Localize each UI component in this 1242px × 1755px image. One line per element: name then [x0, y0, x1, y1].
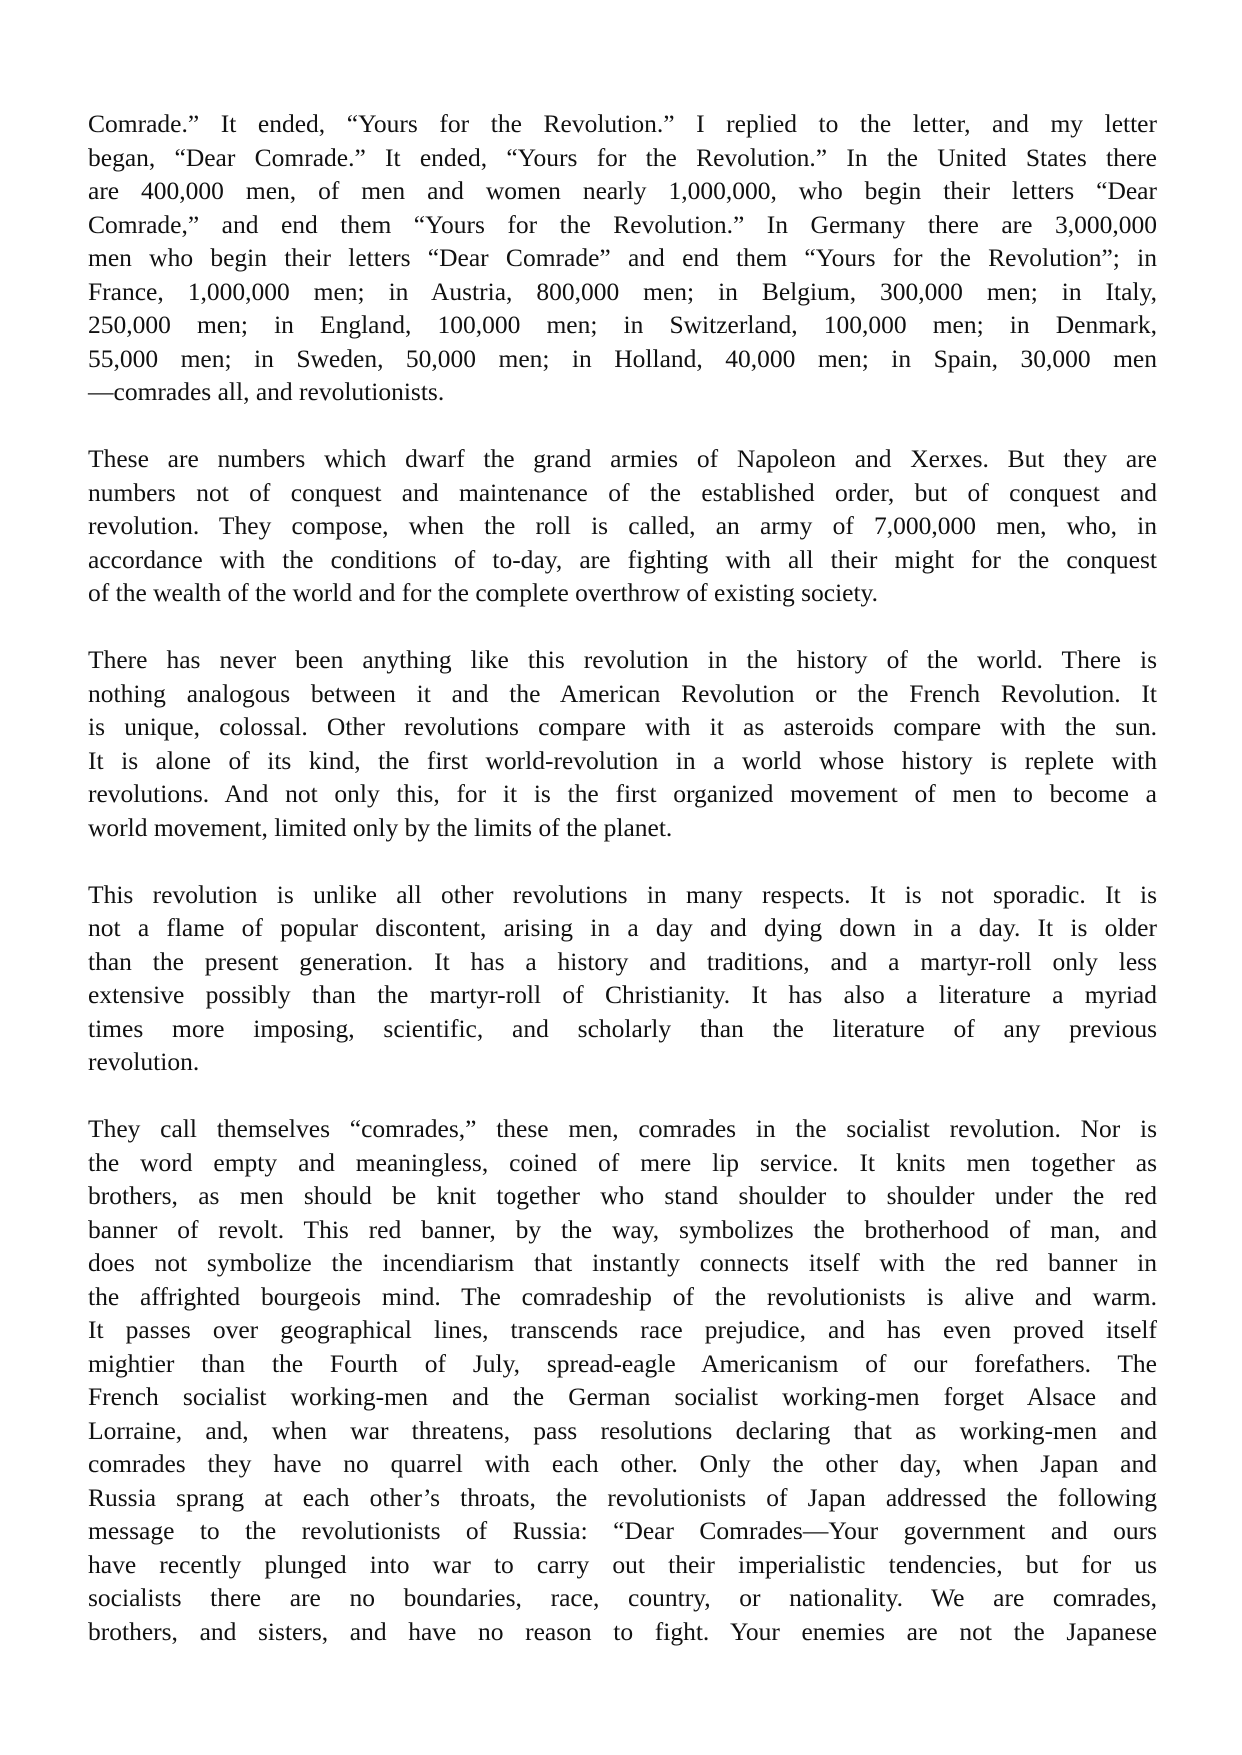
text-line: have recently plunged into war to carry out their imperialistic tendencies, but for us [88, 1549, 1157, 1579]
text-line: These are numbers which dwarf the grand armies of Napoleon and Xerxes. But they are [88, 444, 1157, 473]
text-line: nothing analogous between it and the American Revolution or the French Revolution. It [88, 678, 1157, 708]
text-line: the affrighted bourgeois mind. The comradeship of the revolutionists is alive and warm. [88, 1281, 1157, 1311]
text-line: It passes over geographical lines, transcends race prejudice, and has even proved itself [88, 1315, 1157, 1344]
paragraph [88, 643, 1157, 844]
text-line: comrades they have no quarrel with each other. Only the other day, when Japan and [88, 1449, 1157, 1478]
text-line: 250,000 men; in England, 100,000 men; in Switzerland, 100,000 men; in Denmark, [88, 310, 1157, 339]
text-line: the word empty and meaningless, coined of mere lip service. It knits men together as [88, 1147, 1157, 1177]
text-line: They call themselves “comrades,” these men, comrades in the socialist revolution. Nor is [88, 1114, 1157, 1143]
text-line: revolution. [88, 1047, 200, 1076]
text-line: It is alone of its kind, the first world-revolution in a world whose history is replete with [88, 745, 1157, 775]
text-line: are 400,000 men, of men and women nearly 1,000,000, who begin their letters “Dear [88, 176, 1157, 205]
paragraph [88, 107, 1157, 409]
text-line: socialists there are no boundaries, race, country, or nationality. We are comrades, [88, 1583, 1157, 1612]
text-line: There has never been anything like this revolution in the history of the world. There is [88, 645, 1157, 674]
text-line: 55,000 men; in Sweden, 50,000 men; in Holland, 40,000 men; in Spain, 30,000 men [88, 343, 1157, 373]
paragraph [88, 442, 1157, 610]
text-line: Comrade,” and end them “Yours for the Revolution.” In Germany there are 3,000,000 [88, 209, 1157, 239]
text-line: —comrades all, and revolutionists. [88, 377, 445, 406]
paragraph [88, 878, 1157, 1079]
text-line: message to the revolutionists of Russia: “Dear Comrades—Your government and ours [88, 1516, 1157, 1545]
text-line: numbers not of conquest and maintenance of the established order, but of conquest and [88, 477, 1157, 507]
text-line: not a flame of popular discontent, arising in a day and dying down in a day. It is older [88, 913, 1157, 942]
text-line: began, “Dear Comrade.” It ended, “Yours for the Revolution.” In the United States there [88, 142, 1157, 172]
text-line: than the present generation. It has a history and traditions, and a martyr-roll only less [88, 946, 1157, 976]
text-line: accordance with the conditions of to-day, are fighting with all their might for the conquest [88, 544, 1157, 574]
text-line: French socialist working-men and the German socialist working-men forget Alsace and [88, 1382, 1157, 1411]
text-line: men who begin their letters “Dear Comrade” and end them “Yours for the Revolution”; in [88, 243, 1157, 272]
text-line: does not symbolize the incendiarism that instantly connects itself with the red banner in [88, 1248, 1157, 1277]
text-line: banner of revolt. This red banner, by the way, symbolizes the brotherhood of man, and [88, 1214, 1157, 1244]
text-line: times more imposing, scientific, and scholarly than the literature of any previous [88, 1013, 1157, 1043]
text-line: revolutions. And not only this, for it is the first organized movement of men to become a [88, 779, 1157, 808]
text-line: Lorraine, and, when war threatens, pass resolutions declaring that as working-men and [88, 1415, 1157, 1445]
text-line: This revolution is unlike all other revolutions in many respects. It is not sporadic. It is [88, 879, 1157, 909]
text-line: extensive possibly than the martyr-roll of Christianity. It has also a literature a myriad [88, 980, 1157, 1009]
text-line: France, 1,000,000 men; in Austria, 800,000 men; in Belgium, 300,000 men; in Italy, [88, 276, 1157, 306]
text-line: brothers, and sisters, and have no reason to fight. Your enemies are not the Japanese [88, 1616, 1157, 1646]
text-line: world movement, limited only by the limits of the planet. [88, 812, 673, 842]
text-line: mightier than the Fourth of July, spread-eagle Americanism of our forefathers. The [88, 1348, 1157, 1378]
text-line: Comrade.” It ended, “Yours for the Revolution.” I replied to the letter, and my letter [88, 109, 1157, 138]
text-line: is unique, colossal. Other revolutions compare with it as asteroids compare with the sun. [88, 712, 1157, 741]
text-line: of the wealth of the world and for the complete overthrow of existing society. [88, 578, 879, 607]
document-page [88, 107, 1157, 1682]
text-line: Russia sprang at each other’s throats, the revolutionists of Japan addressed the following [88, 1482, 1157, 1512]
text-line: brothers, as men should be knit together who stand shoulder to shoulder under the red [88, 1181, 1157, 1210]
paragraph [88, 1112, 1157, 1648]
text-line: revolution. They compose, when the roll is called, an army of 7,000,000 men, who, in [88, 511, 1157, 540]
